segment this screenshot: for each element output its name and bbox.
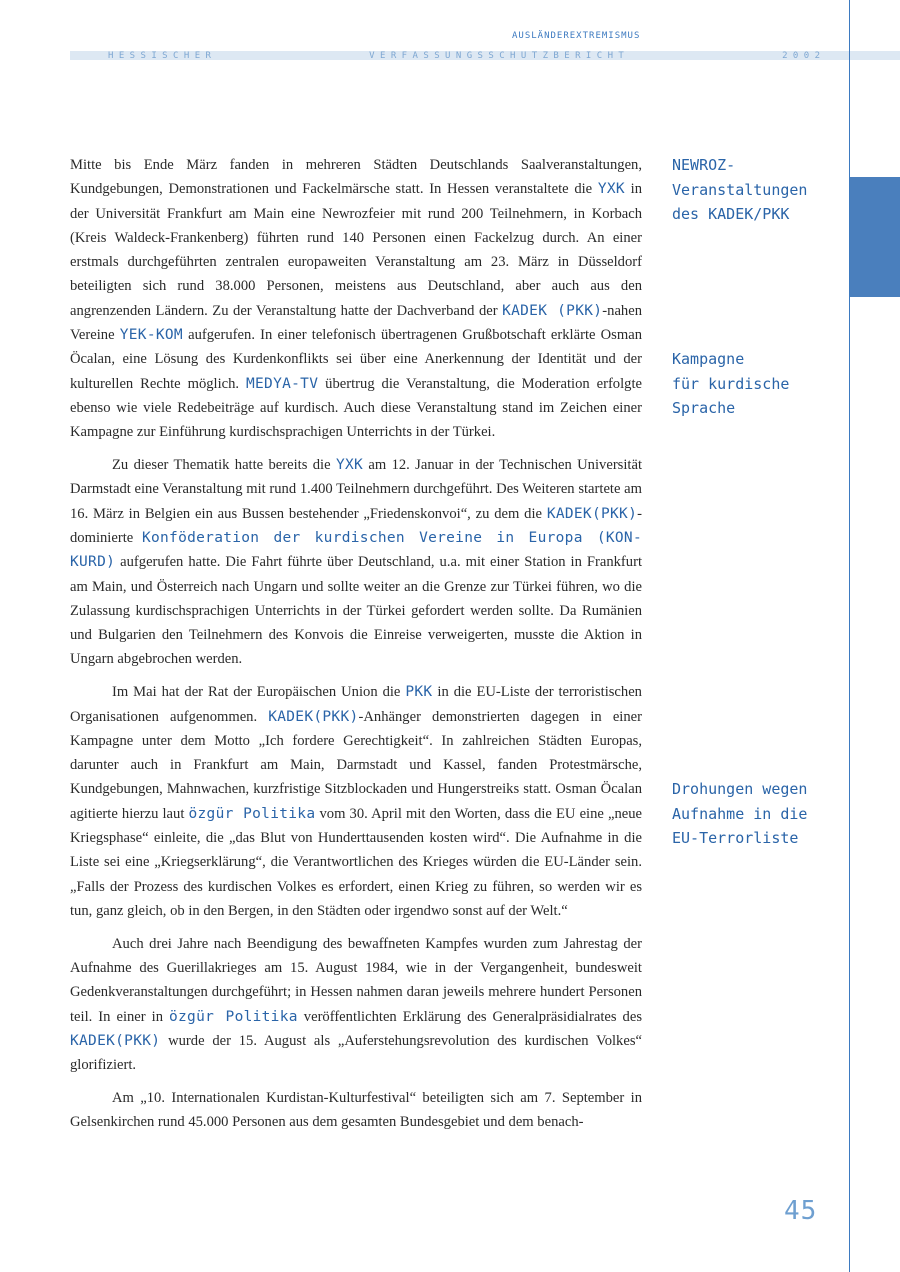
running-header-report-title [108, 50, 820, 61]
paragraph-text: aufgerufen hatte. Die Fahrt führte über Deutschland, u.a. mit einer Station in Frankfurt am Main, und Österreich nach Ungarn und sollte weiter an die Grenze zur Türkei führen, wo die Zulassung kurdischsprachigen Unterrichts in der Türkei gefordert werden sollte. Da Rumänien und Bulgarien den Teilnehmern des Konvois die Einreise verweigerten, musste die Aktion in Ungarn abgebrochen werden. [70, 554, 642, 668]
organisation-term: KADEK(PKK) [70, 1032, 161, 1049]
organisation-term: YXK [335, 457, 364, 474]
paragraph [70, 153, 642, 445]
paragraph-text: wurde der 15. August als „Auferstehungsrevolution des kurdischen Volkes“ glorifiziert. [70, 1032, 642, 1074]
organisation-term: MEDYA-TV [246, 375, 319, 392]
organisation-term: Konföderation der kurdischen Vereine in Europa (KON-KURD) [70, 529, 642, 571]
paragraph [70, 932, 642, 1078]
paragraph-text: -Anhänger demonstrierten dagegen in einer Kampagne unter dem Motto „Ich fordere Gerechtigkeit“. In zahlreichen Städten Europas, darunter auch in Frankfurt am Main, Darmstadt und Kassel, fanden Protestmärsche, Kundgebungen, Mahnwachen, kurzfristige Sitzblockaden und Hungerstreiks statt. Osman Öcalan agitierte hierzu laut [70, 708, 642, 822]
margin-note-newroz: NEWROZ- Veranstaltungen des KADEK/PKK [672, 156, 808, 223]
organisation-term: KADEK (PKK) [502, 302, 603, 319]
paragraph-text: veröffentlichten Erklärung des Generalpräsidialrates des [297, 1008, 642, 1025]
margin-note-drohungen: Drohungen wegen Aufnahme in die EU-Terrorliste [672, 780, 808, 847]
paragraph-text: vom 30. April mit den Worten, dass die EU eine „neue Kriegsphase“ einleite, die „das Blut von Hunderttausenden kosten wird“. Die Aufnahme in die Liste sei eine „Kriegserklärung“, die Verantwortlichen des Krieges würden die EU-Länder sein. „Falls der Prozess des kurdischen Volkes es erfordert, einen Krieg zu führen, so werden wir es tun, ganz gleich, ob in den Bergen, in den Städten oder irgendwo sonst auf der Welt.“ [70, 805, 643, 919]
paragraph-text: Auch drei Jahre nach Beendigung des bewaffneten Kampfes wurden zum Jahrestag der Aufnahme des Guerillakrieges am 15. August 1984, wie in der Vergangenheit, bundesweit Gedenkveranstaltungen durchgeführt; in Hessen nahmen daran jeweils mehrere hundert Personen teil. In einer in [70, 935, 642, 1025]
organisation-term: özgür Politika [169, 1008, 298, 1025]
header-word: 2 0 0 2 [782, 50, 820, 61]
body-text [70, 153, 642, 1143]
organisation-term: özgür Politika [188, 805, 316, 822]
organisation-term: YEK-KOM [119, 327, 183, 344]
paragraph-text: am 12. Januar in der Technischen Universität Darmstadt eine Veranstaltung mit rund 1.400 Teilnehmern durchgeführt. Des Weiteren startete am 16. März in Belgien ein aus Bussen bestehender „Friedenskonvoi“, zu dem die [70, 457, 642, 522]
paragraph [70, 680, 642, 923]
margin-note-kampagne: Kampagne für kurdische Sprache [672, 350, 790, 417]
organisation-term: KADEK(PKK) [268, 708, 359, 725]
chapter-thumb-tab [850, 177, 900, 297]
organisation-term: KADEK(PKK) [546, 505, 638, 522]
paragraph-text: Mitte bis Ende März fanden in mehreren Städten Deutschlands Saalveranstaltungen, Kundgebungen, Demonstrationen und Fackelmärsche statt. In Hessen veranstaltete die [70, 157, 642, 198]
running-header-section: AUSLÄNDEREXTREMISMUS [512, 31, 641, 41]
header-word: H E S S I S C H E R [108, 50, 211, 61]
page-number: 45 [784, 1196, 818, 1226]
paragraph [70, 1086, 642, 1135]
paragraph-text: übertrug die Veranstaltung, die Moderation erfolgte ebenso wie viele Redebeiträge auf kurdisch. Auch diese Veranstaltung stand im Zeichen einer Kampagne zur Einführung kurdischsprachigen Unterrichts in der Türkei. [70, 375, 642, 441]
paragraph-text: in der Universität Frankfurt am Main eine Newrozfeier mit rund 200 Teilnehmern, in Korbach (Kreis Waldeck-Frankenberg) führten rund 140 Personen einen Fackelzug durch. An einer erstmals durchgeführten zentralen europaweiten Veranstaltung am 23. März in Düsseldorf beteiligten sich rund 38.000 Personen, meistens aus Deutschland, aber auch aus den angrenzenden Ländern. Zu der Veranstaltung hatte der Dachverband der [70, 181, 643, 319]
paragraph [70, 453, 642, 672]
organisation-term: PKK [405, 684, 433, 701]
paragraph-text: in die EU-Liste der terroristischen Organisationen aufgenommen. [70, 684, 642, 725]
header-word: V E R F A S S U N G S S C H U T Z B E R I C H T [369, 50, 624, 61]
organisation-term: YXK [597, 181, 625, 198]
paragraph-text: aufgerufen. In einer telefonisch übertragenen Grußbotschaft erklärte Osman Öcalan, eine Lösung des Kurdenkonflikts sei über eine Anerkennung der Identität und der kulturellen Rechte möglich. [70, 327, 642, 392]
paragraph-text: Am „10. Internationalen Kurdistan-Kulturfestival“ beteiligten sich am 7. September in Gelsenkirchen rund 45.000 Personen aus dem gesamten Bundesgebiet und dem benach- [70, 1089, 642, 1131]
paragraph-text: Im Mai hat der Rat der Europäischen Union die [112, 684, 406, 701]
paragraph-text: -nahen Vereine [70, 302, 642, 344]
paragraph-text: -dominierte [70, 505, 642, 546]
paragraph-text: Zu dieser Thematik hatte bereits die [112, 457, 336, 474]
